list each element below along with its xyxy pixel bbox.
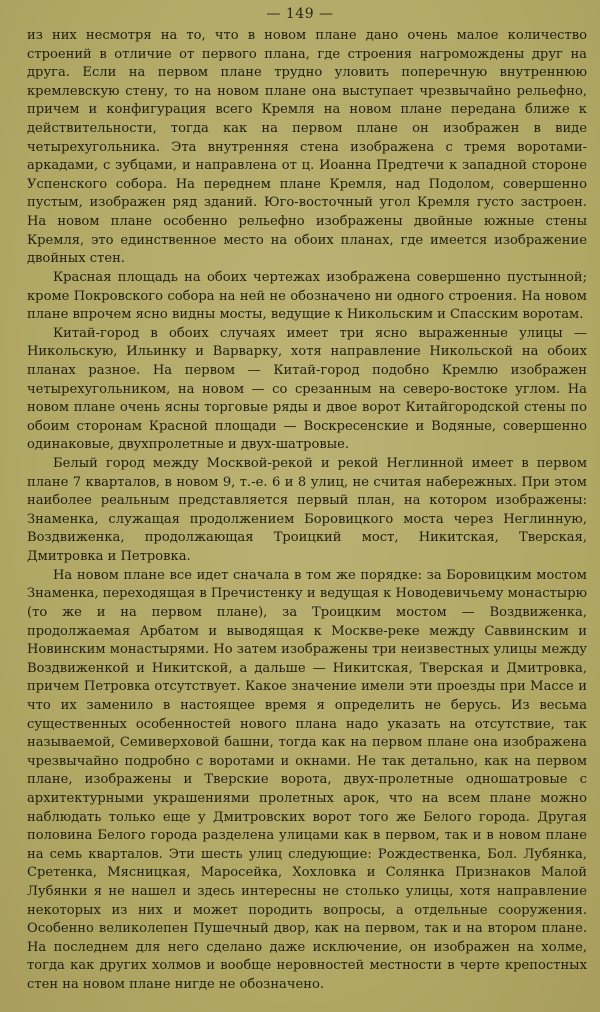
paragraph-white-city: Белый город между Москвой-рекой и рекой Неглинной имеет в первом плане 7 кварталов, в новом 9, т.-е. 6 и 8 улиц, не считая набережных. При этом наиболее реальным представляется первый план, на котором изображены: Знаменка, служащая продолжением Боровицкого моста через Неглинную, Воздвиженка, продолжающая Троицкий мост, Никитская, Тверская, Дмитровка и Петровка.	[27, 456, 587, 565]
paragraph-red-square: Красная площадь на обоих чертежах изображена совершенно пустынной; кроме Покровского собора на ней не обозначено ни одного строения. На новом плане впрочем ясно видны мосты, ведущие к Никольским и Спасским воротам.	[27, 269, 587, 323]
paragraph-new-plan-streets: На новом плане все идет сначала в том же порядке: за Боровицким мостом Знаменка, переходящая в Пречистенку и ведущая к Новодевичьему монастырю (то же и на первом плане), за Троицким мостом — Воздвиженка, продолжаемая Арбатом и выводящая к Москве-реке между Саввинским и Новинским монастырями. Но затем изображены три неизвестных улицы между Воздвиженкой и Никитской, а дальше — Никитская, Тверская и Дмитровка, причем Петровка отсутствует. Какое значение имели эти проезды при Массе и что их заменило в настоящее время я определить не берусь. Из весьма существенных особенностей нового плана надо указать на отсутствие, так называемой, Семиверховой башни, тогда как на первом плане она изображена чрезвычайно подробно с воротами и окнами. Не так детально, как на первом плане, изображены и Тверские ворота, двух-пролетные одношатровые с архитектурными украшениями пролетных арок, что на всем плане можно наблюдать только еще у Дмитровских ворот того же Белого города. Другая половина Белого города разделена улицами как в первом, так и в новом плане на семь кварталов. Эти шесть улиц следующие: Рождественка, Бол. Лубянка, Сретенка, Мясницкая, Маросейка, Хохловка и Солянка Признаков Малой Лубянки я не нашел и здесь интересны не столько улицы, хотя направление некоторых из них и может породить вопросы, а отдельные сооружения. Особенно великолепен Пушечный двор, как на первом, так и на втором плане. На последнем для него сделано даже исключение, он изображен на холме, тогда как других холмов и вообще неровностей местности в черте крепостных стен на новом плане нигде не обозначено.	[27, 567, 587, 993]
body-text	[27, 27, 587, 995]
paragraph-kremlin: из них несмотря на то, что в новом плане дано очень малое количество строений в отличие от первого плана, где строения нагромождены друг на друга. Если на первом плане трудно уловить поперечную внутреннюю кремлевскую стену, то на новом плане она выступает чрезвычайно рельефно, причем и конфигурация всего Кремля на новом плане передана ближе к действительности, тогда как на первом плане он изображен в виде четырехугольника. Эта внутренняя стена изображена с тремя воротами-аркадами, с зубцами, и направлена от ц. Иоанна Предтечи к западной стороне Успенского собора. На переднем плане Кремля, над Подолом, совершенно пустым, изображен ряд зданий. Юго-восточный угол Кремля густо застроен. На новом плане особенно рельефно изображены двойные южные стены Кремля, это единственное место на обоих планах, где имеется изображение двойных стен.	[27, 28, 587, 267]
page-number: — 149 —	[266, 6, 334, 22]
paragraph-kitai-gorod: Китай-город в обоих случаях имеет три ясно выраженные улицы — Никольскую, Ильинку и Варварку, хотя направление Никольской на обоих планах разное. На первом — Китай-город подобно Кремлю изображен четырехугольником, на новом — со срезанным на северо-востоке углом. На новом плане очень ясны торговые ряды и двое ворот Китайгородской стены по обоим сторонам Красной площади — Воскресенские и Водяные, совершенно одинаковые, двухпролетные и двух-шатровые.	[27, 325, 587, 453]
